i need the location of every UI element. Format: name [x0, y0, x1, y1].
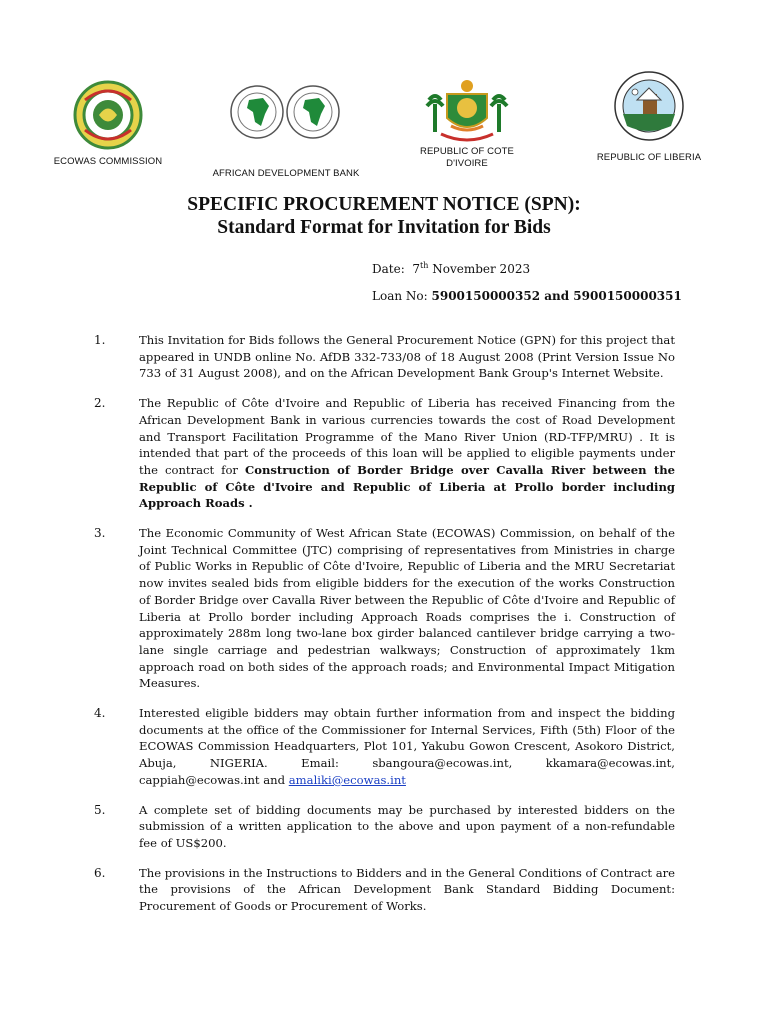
- title-line2: Standard Format for Invitation for Bids: [217, 217, 551, 238]
- item-number: 4.: [94, 706, 106, 721]
- item-text: The Republic of Côte d'Ivoire and Republic of Liberia has received Financing from the African Development Bank in various currencies towards the cost of Road Development and Transport Facilitation Programme of the Mano River Union (RD-TFP/MRU) . It is intended that part of the proceeds of this loan will be applied to eligible payments under the contract for: [139, 396, 675, 477]
- cote-divoire-caption-line1: REPUBLIC OF COTE: [420, 146, 514, 157]
- date-line: [372, 261, 530, 276]
- item-text: This Invitation for Bids follows the General Procurement Notice (GPN) for this project that appeared in UNDB online No. AfDB 332-733/08 of 18 August 2008 (Print Version Issue No 733 of 31 August 2008), and on the African Development Bank Group's Internet Website.: [139, 333, 675, 381]
- date-suffix: th: [420, 261, 429, 270]
- liberia-seal-icon: [613, 70, 685, 142]
- item-number: 5.: [94, 802, 106, 817]
- list-item: [0, 525, 768, 692]
- afdb-caption: AFRICAN DEVELOPMENT BANK: [212, 168, 360, 179]
- item-bold-text: Construction of Border Bridge over Cavalla River between the Republic of Côte d'Ivoire and Republic of Liberia at Prollo border including Approach Roads .: [139, 462, 676, 511]
- logo-header: [0, 62, 768, 182]
- ecowas-emblem-icon: [73, 80, 143, 150]
- list-item: [0, 802, 768, 852]
- loan-value: 5900150000352 and 5900150000351: [431, 289, 682, 303]
- item-text: The provisions in the Instructions to Bidders and in the General Conditions of Contract are the provisions of the African Development Bank Standard Bidding Document: Procurement of Goods or Procurement of Works.: [139, 865, 676, 914]
- item-number: 1.: [94, 333, 106, 347]
- page-title: [0, 193, 768, 239]
- date-label: Date:: [372, 262, 405, 276]
- title-line1: SPECIFIC PROCUREMENT NOTICE (SPN):: [187, 194, 581, 215]
- loan-label: Loan No:: [372, 289, 428, 303]
- item-number: 2.: [94, 396, 106, 411]
- date-day: 7: [412, 262, 421, 276]
- item-text: The Economic Community of West African State (ECOWAS) Commission, on behalf of the Joint Technical Committee (JTC) comprising of representatives from Ministries in charge of Public Works in Republic of Côte d'Ivoire, Republic of Liberia and the MRU Secretariat now invites sealed bids from eligible bidders for the execution of the works Construction of Border Bridge over Cavalla River between the Republic of Côte d'Ivoire and Republic of Liberia at Prollo border including Approach Roads comprises the i. Construction of approximately 288m long two-lane box girder balanced cantilever bridge carrying a two-lane single carriage and pedestrian walkways; Construction of approximately 1km approach road on both sides of the approach roads; and Environmental Impact Mitigation Measures.: [139, 526, 675, 691]
- afdb-emblem-icon: [227, 84, 345, 140]
- afdb-logo: [206, 84, 366, 179]
- loan-line: [372, 289, 682, 303]
- list-item: [0, 705, 768, 789]
- list-item: [0, 332, 768, 382]
- liberia-logo: [594, 70, 704, 163]
- cote-divoire-caption: [412, 146, 522, 170]
- ecowas-caption: ECOWAS COMMISSION: [53, 156, 163, 167]
- item-number: 6.: [94, 865, 106, 880]
- item-number: 3.: [94, 526, 106, 541]
- item-text: Interested eligible bidders may obtain further information from and inspect the bidding documents at the office of the Commissioner for Internal Services, Fifth (5th) Floor of the ECOWAS Commission Headquarters, Plot 101, Yakubu Gowon Crescent, Asokoro District, Abuja, NIGERIA. Email: sbangoura@ecowas.int, kkamara@ecowas.int, cappiah@ecowas.int and: [139, 706, 675, 787]
- liberia-caption: REPUBLIC OF LIBERIA: [596, 152, 702, 163]
- cote-divoire-caption-line2: D'IVOIRE: [446, 158, 488, 169]
- notice-items: [0, 332, 768, 928]
- cote-divoire-coat-of-arms-icon: [423, 74, 511, 144]
- ecowas-logo: [53, 80, 163, 167]
- list-item: [0, 395, 768, 512]
- item-text: A complete set of bidding documents may be purchased by interested bidders on the submission of a written application to the above and upon payment of a non-refundable fee of US$200.: [139, 802, 675, 850]
- date-rest: November 2023: [432, 262, 531, 276]
- list-item: [0, 865, 768, 915]
- email-link[interactable]: amaliki@ecowas.int: [288, 772, 406, 787]
- cote-divoire-logo: [412, 74, 522, 170]
